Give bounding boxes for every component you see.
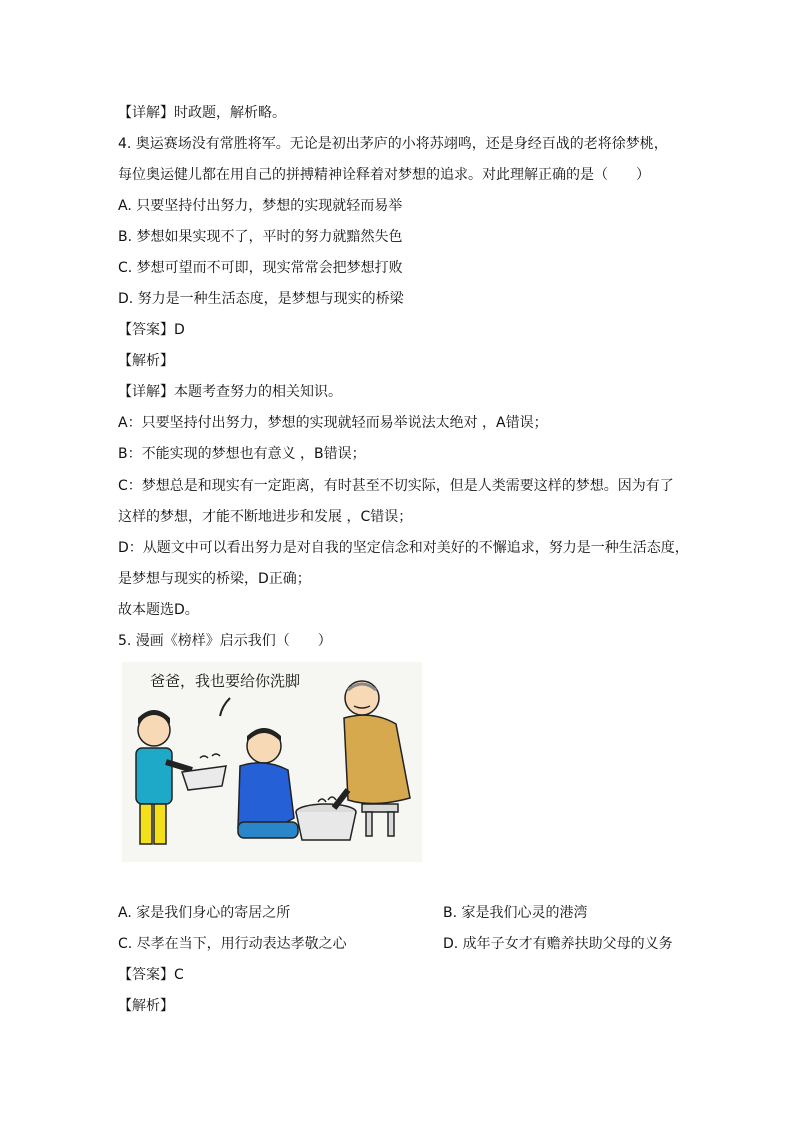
detail-line: 【详解】时政题，解析略。 — [118, 105, 286, 121]
question-4-stem-line-1: 4. 奥运赛场没有常胜将军。无论是初出茅庐的小将苏翊鸣，还是身经百战的老将徐梦桃， — [118, 136, 668, 152]
question-4-option-d: D. 努力是一种生活态度，是梦想与现实的桥梁 — [118, 291, 404, 307]
question-4-explain-d-line-2: 是梦想与现实的桥梁，D正确； — [118, 571, 311, 587]
question-4-detail: 【详解】本题考查努力的相关知识。 — [118, 384, 342, 400]
question-4-explain-a: A：只要坚持付出努力，梦想的实现就轻而易举说法太绝对 ，A错误； — [118, 415, 548, 431]
question-5-option-d: D. 成年子女才有赡养扶助父母的义务 — [443, 936, 673, 952]
cartoon-caption: 爸爸，我也要给你洗脚 — [150, 672, 301, 690]
question-4-option-c: C. 梦想可望而不可即，现实常常会把梦想打败 — [118, 260, 403, 276]
question-4-analysis-heading: 【解析】 — [118, 353, 174, 369]
question-5-option-c: C. 尽孝在当下，用行动表达孝敬之心 — [118, 936, 347, 952]
question-4-explain-c-line-1: C：梦想总是和现实有一定距离，有时甚至不切实际，但是人类需要这样的梦想。因为有了 — [118, 478, 674, 494]
question-4-conclusion: 故本题选D。 — [118, 602, 199, 618]
question-5-option-a: A. 家是我们身心的寄居之所 — [118, 905, 291, 921]
question-4-explain-d-line-1: D：从题文中可以看出努力是对自我的坚定信念和对美好的不懈追求，努力是一种生活态度， — [118, 540, 689, 556]
question-4-option-b: B. 梦想如果实现不了，平时的努力就黯然失色 — [118, 229, 403, 245]
cartoon-role-model — [122, 662, 422, 862]
question-4-stem-line-2: 每位奥运健儿都在用自己的拼搏精神诠释着对梦想的追求。对此理解正确的是（ ） — [118, 167, 650, 183]
question-4-option-a: A. 只要坚持付出努力，梦想的实现就轻而易举 — [118, 198, 403, 214]
question-4-explain-b: B：不能实现的梦想也有意义 ，B错误； — [118, 446, 366, 462]
question-4-answer: 【答案】D — [118, 322, 185, 338]
cartoon-illustration — [122, 662, 422, 862]
question-5-analysis-heading: 【解析】 — [118, 998, 174, 1014]
question-5-answer: 【答案】C — [118, 967, 184, 983]
question-5-option-b: B. 家是我们心灵的港湾 — [443, 905, 588, 921]
question-5-stem: 5. 漫画《榜样》启示我们（ ） — [118, 633, 332, 649]
question-4-explain-c-line-2: 这样的梦想，才能不断地进步和发展 ，C错误； — [118, 509, 413, 525]
